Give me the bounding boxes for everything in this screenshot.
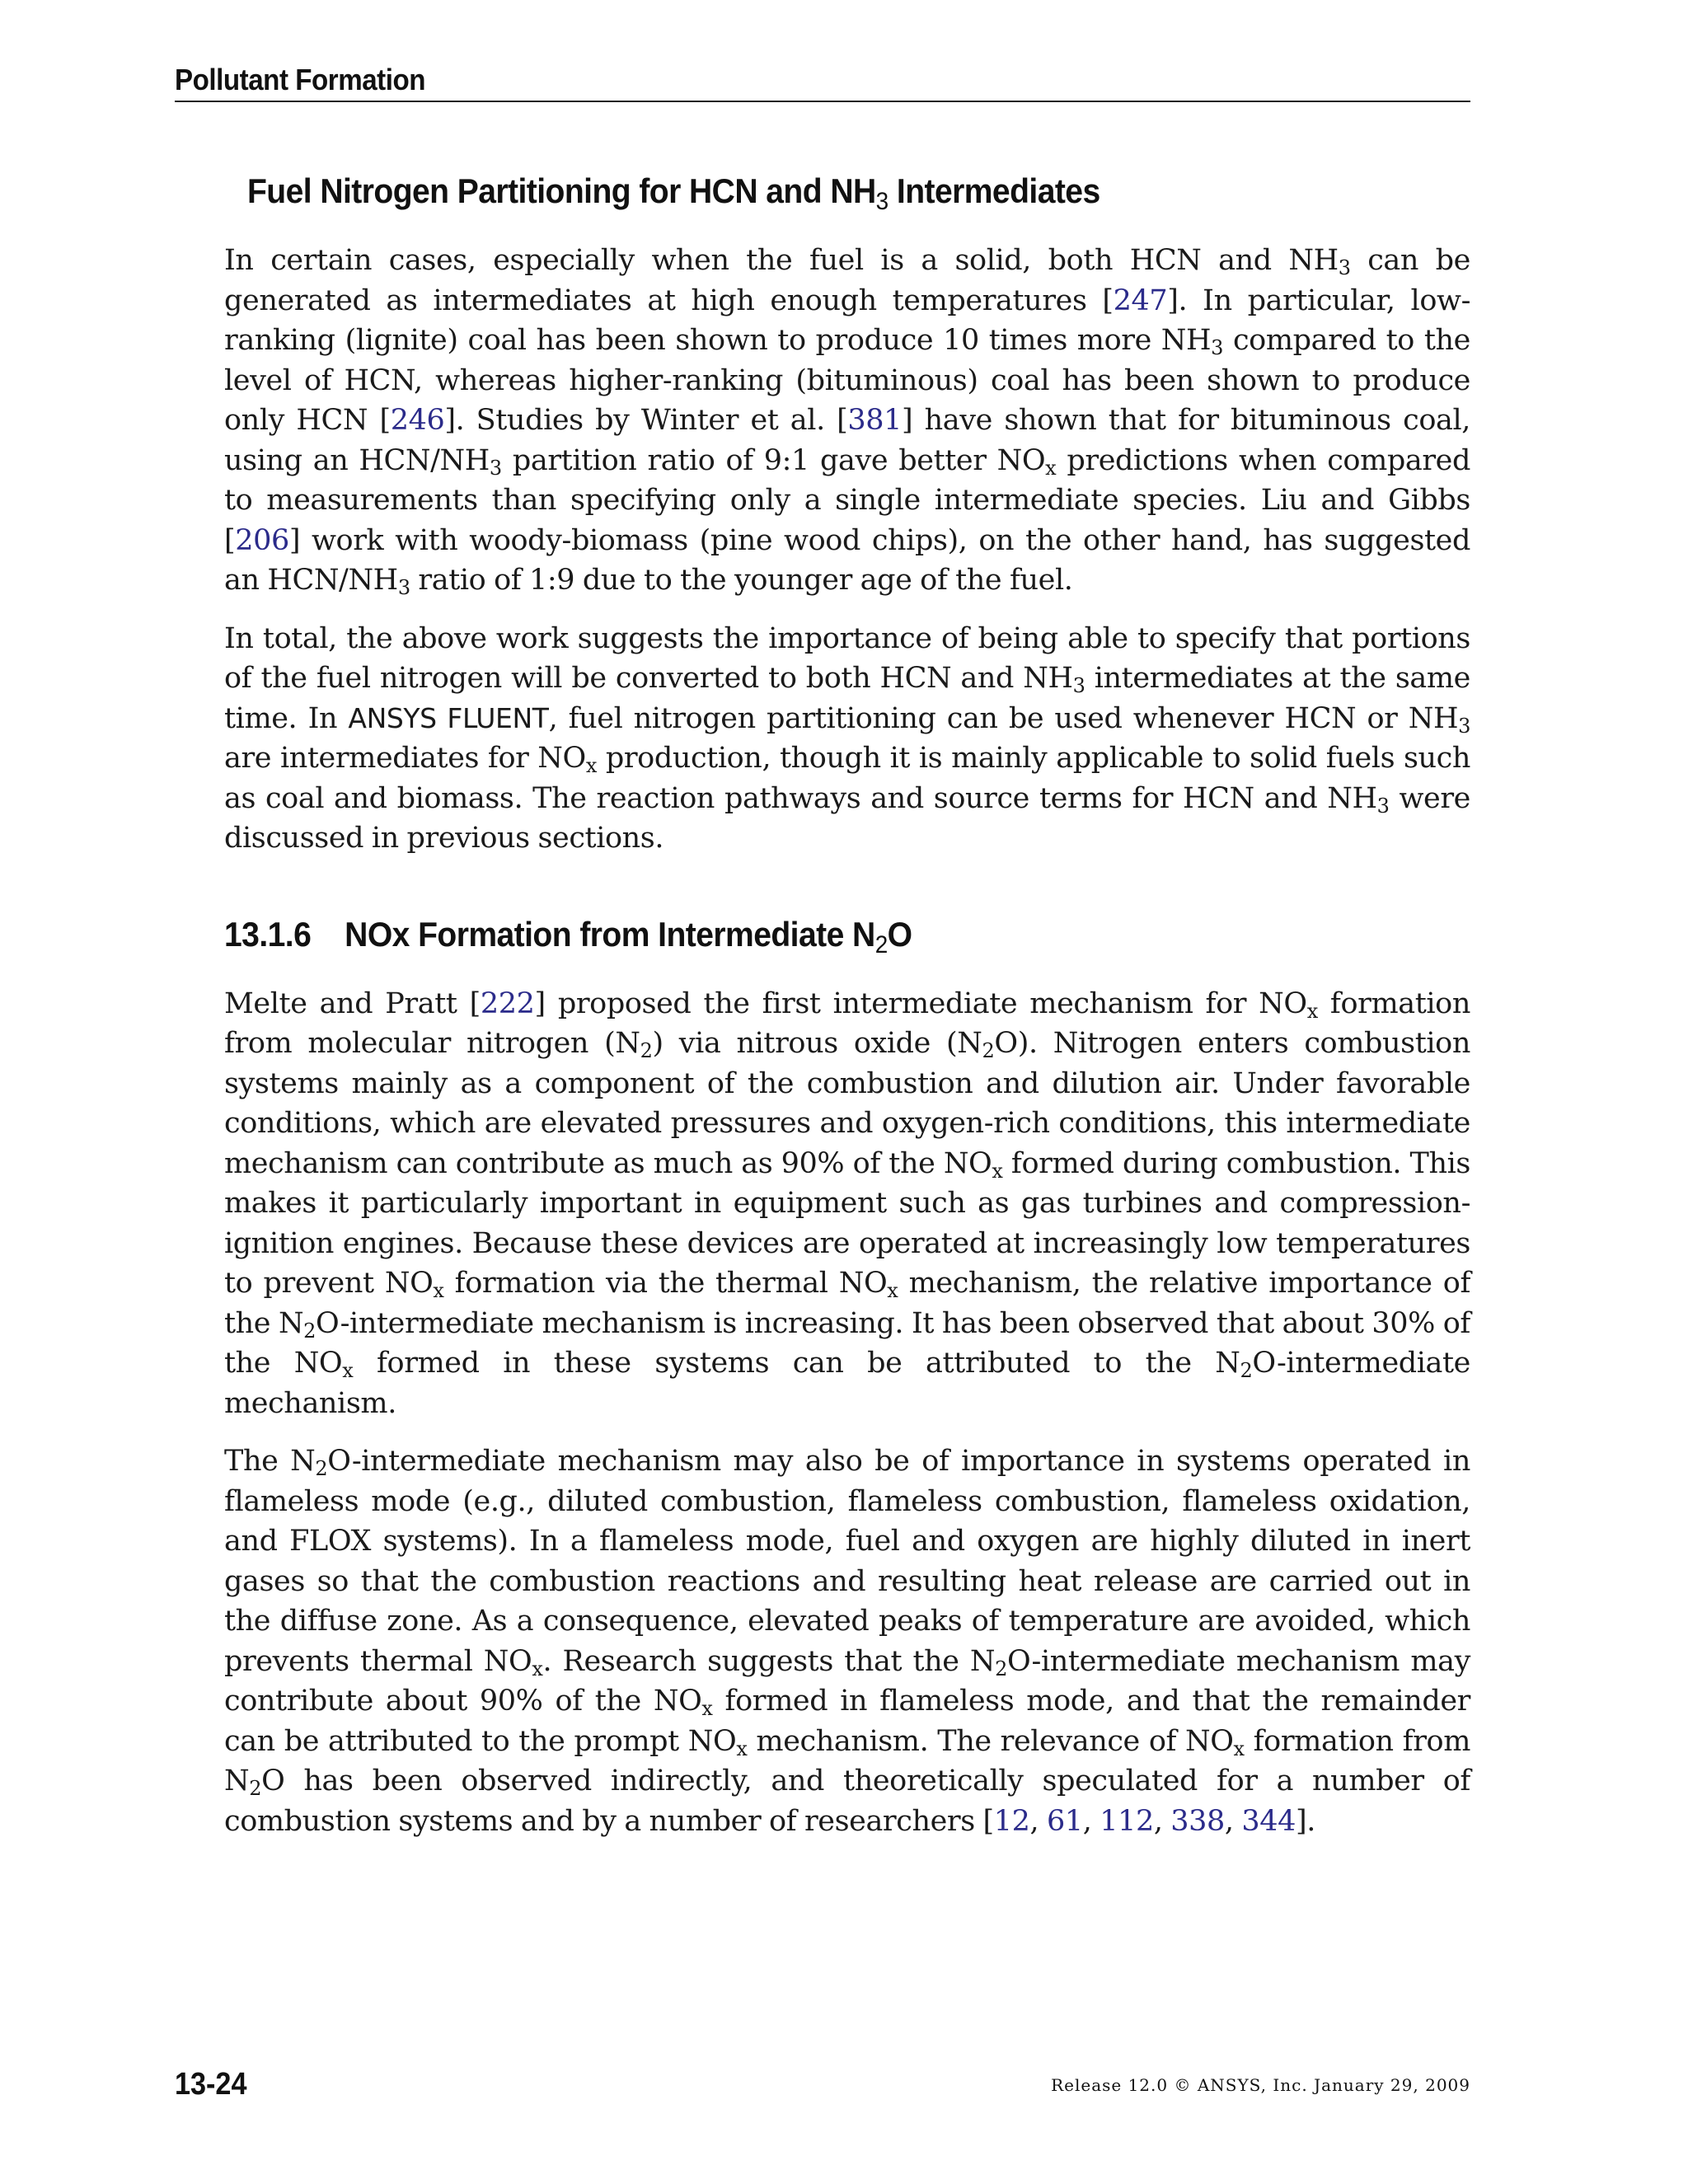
citation-link[interactable]: 61	[1047, 1804, 1083, 1838]
citation-link[interactable]: 381	[847, 404, 903, 437]
citation-link[interactable]: 12	[993, 1804, 1030, 1838]
section-heading-n2o: 13.1.6 NOx Formation from Intermediate $N_2O$	[224, 914, 912, 958]
citation-link[interactable]: 222	[480, 987, 535, 1020]
paragraph-n2o-1: Melte and Pratt [222] proposed the first intermediate mechanism for $NO_x$ formation from molecular nitrogen $(N_2)$ via nitrous oxide $(N_2O)$. Nitrogen enters combustion systems mainly as a component of the combustion and dilution air. Under favorable conditions, which are elevated pressures and oxygen-rich conditions, this intermediate mechanism can contribute as much as 90% of the $NO_x$ formed during combustion. This makes it particularly important in equipment such as gas turbines and compression-ignition engines. Because these devices are operated at increasingly low temperatures to prevent $NO_x$ formation via the thermal $NO_x$ mechanism, the relative importance of the $N_2O$-intermediate mechanism is increasing. It has been observed that about 30% of the $NO_x$ formed in these systems can be attributed to the $N_2O$-intermediate mechanism.	[224, 987, 1471, 1420]
subsection-heading-fuel-nitrogen: Fuel Nitrogen Partitioning for HCN and $NH_3$ Intermediates	[247, 171, 1100, 215]
paragraph-fuel-1: In certain cases, especially when the fuel is a solid, both HCN and $NH_3$ can be generated as intermediates at high enough temperatures [247]. In particular, low-ranking (lignite) coal has been shown to produce 10 times more $NH_3$ compared to the level of HCN, whereas higher-ranking (bituminous) coal has been shown to produce only HCN [246]. Studies by Winter et al. [381] have shown that for bituminous coal, using an HCN/$NH_3$ partition ratio of 9:1 gave better $NO_x$ predictions when compared to measurements than specifying only a single intermediate species. Liu and Gibbs [206] work with woody-biomass (pine wood chips), on the other hand, has suggested an HCN/$NH_3$ ratio of 1:9 due to the younger age of the fuel.	[224, 244, 1470, 599]
citation-link[interactable]: 206	[235, 523, 289, 557]
main-content	[224, 171, 1470, 1859]
citation-link[interactable]: 344	[1241, 1804, 1296, 1838]
release-info: Release 12.0 © ANSYS, Inc. January 29, 2009	[1051, 2075, 1470, 2095]
running-header: Pollutant Formation	[175, 63, 426, 96]
citation-link[interactable]: 112	[1100, 1804, 1154, 1838]
page-number: 13-24	[175, 2067, 247, 2102]
citation-link[interactable]: 338	[1170, 1804, 1225, 1838]
section-gap	[224, 877, 1470, 915]
header-rule	[175, 101, 1470, 102]
paragraph-n2o-2: The $N_2O$-intermediate mechanism may also be of importance in systems operated in flameless mode (e.g., diluted combustion, flameless combustion, flameless oxidation, and FLOX systems). In a flameless mode, fuel and oxygen are highly diluted in inert gases so that the combustion reactions and resulting heat release are carried out in the diffuse zone. As a consequence, elevated peaks of temperature are avoided, which prevents thermal $NO_x$. Research suggests that the $N_2O$-intermediate mechanism may contribute about 90% of the $NO_x$ formed in flameless mode, and that the remainder can be attributed to the prompt $NO_x$ mechanism. The relevance of $NO_x$ formation from $N_2O$ has been observed indirectly, and theoretically speculated for a number of combustion systems and by a number of researchers [12, 61, 112, 338, 344].	[224, 1445, 1470, 1838]
product-name: ANSYS FLUENT	[348, 701, 549, 734]
citation-link[interactable]: 247	[1113, 284, 1168, 317]
paragraph-fuel-2: In total, the above work suggests the importance of being able to specify that portions of the fuel nitrogen will be converted to both HCN and $NH_3$ intermediates at the same time. In ANSYS FLUENT, fuel nitrogen partitioning can be used whenever HCN or $NH_3$ are intermediates for $NO_x$ production, though it is mainly applicable to solid fuels such as coal and biomass. The reaction pathways and source terms for HCN and $NH_3$ were discussed in previous sections.	[224, 621, 1471, 855]
citation-link[interactable]: 246	[390, 404, 445, 437]
